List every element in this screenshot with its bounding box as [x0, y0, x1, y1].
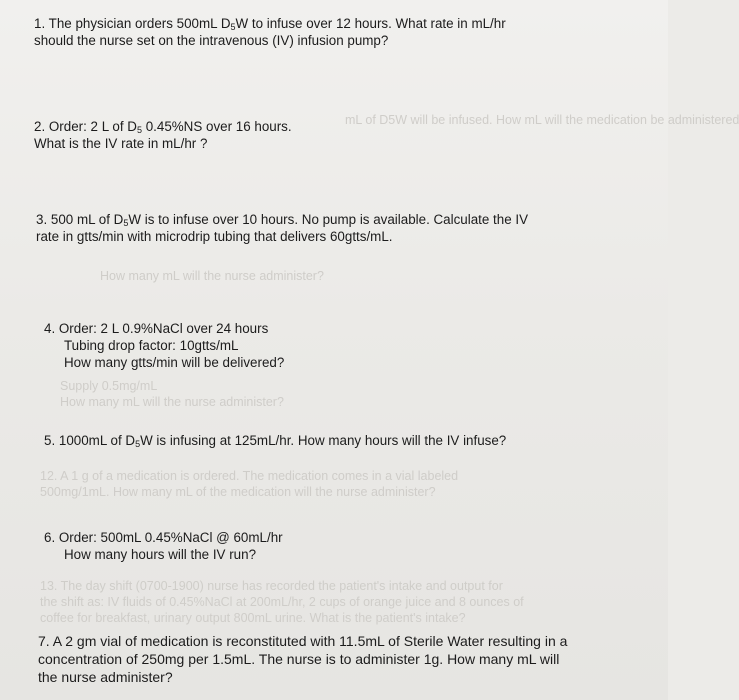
question-5	[44, 432, 506, 449]
bleed-through-text: Supply 0.5mg/mL	[60, 379, 158, 393]
bleed-through-text: 500mg/1mL. How many mL of the medication will the nurse administer?	[40, 485, 436, 499]
question-1-line-1: 1. The physician orders 500mL $D_5W$ to infuse over 12 hours. What rate in mL/hr	[34, 16, 506, 32]
bleed-through-text: the shift as: IV fluids of 0.45%NaCl at 200mL/hr, 2 cups of orange juice and 8 ounces of	[40, 595, 524, 609]
question-3-line-1: 3. 500 mL of $D_5W$ is to infuse over 10 hours. No pump is available. Calculate the IV	[36, 212, 529, 228]
bleed-through-text: 12. A 1 g of a medication is ordered. The medication comes in a vial labeled	[40, 469, 459, 483]
question-2	[34, 118, 292, 152]
question-4-line-1: 4. Order: 2 L 0.9%NaCl over 24 hours	[44, 321, 269, 336]
question-6	[44, 529, 283, 563]
question-6-line-2: How many hours will the IV run?	[64, 547, 257, 562]
question-2-line-2: What is the IV rate in mL/hr ?	[34, 136, 208, 151]
question-4-line-3: How many gtts/min will be delivered?	[64, 355, 285, 370]
bleed-through-text: 13. The day shift (0700-1900) nurse has recorded the patient's intake and output for	[40, 579, 503, 593]
question-7	[38, 632, 567, 686]
question-7-line-1: 7. A 2 gm vial of medication is reconstituted with 11.5mL of Sterile Water resulting in a	[38, 633, 568, 649]
question-4-line-2: Tubing drop factor: 10gtts/mL	[64, 338, 239, 353]
question-1	[34, 15, 506, 49]
question-3-line-2: rate in gtts/min with microdrip tubing that delivers 60gtts/mL.	[36, 229, 393, 244]
question-2-line-1: 2. Order: 2 L of $D_5$ 0.45%NS over 16 hours.	[34, 119, 292, 135]
bleed-through-text: How many mL will the nurse administer?	[100, 269, 324, 283]
question-6-line-1: 6. Order: 500mL 0.45%NaCl @ 60mL/hr	[44, 530, 283, 545]
question-7-line-3: the nurse administer?	[38, 669, 173, 685]
question-7-line-2: concentration of 250mg per 1.5mL. The nurse is to administer 1g. How many mL will	[38, 651, 560, 667]
bleed-through-text: How many mL will the nurse administer?	[60, 395, 284, 409]
question-3	[36, 211, 528, 245]
bleed-through-text: coffee for breakfast, urinary output 800mL urine. What is the patient's intake?	[40, 611, 466, 625]
question-1-line-2: should the nurse set on the intravenous (IV) infusion pump?	[34, 33, 389, 48]
bleed-through-text: mL of D5W will be infused. How mL will the medication be administered	[345, 113, 739, 127]
question-4	[44, 320, 284, 371]
question-5-line-1: 5. 1000mL of $D_5W$ is infusing at 125mL/hr. How many hours will the IV infuse?	[44, 433, 507, 449]
